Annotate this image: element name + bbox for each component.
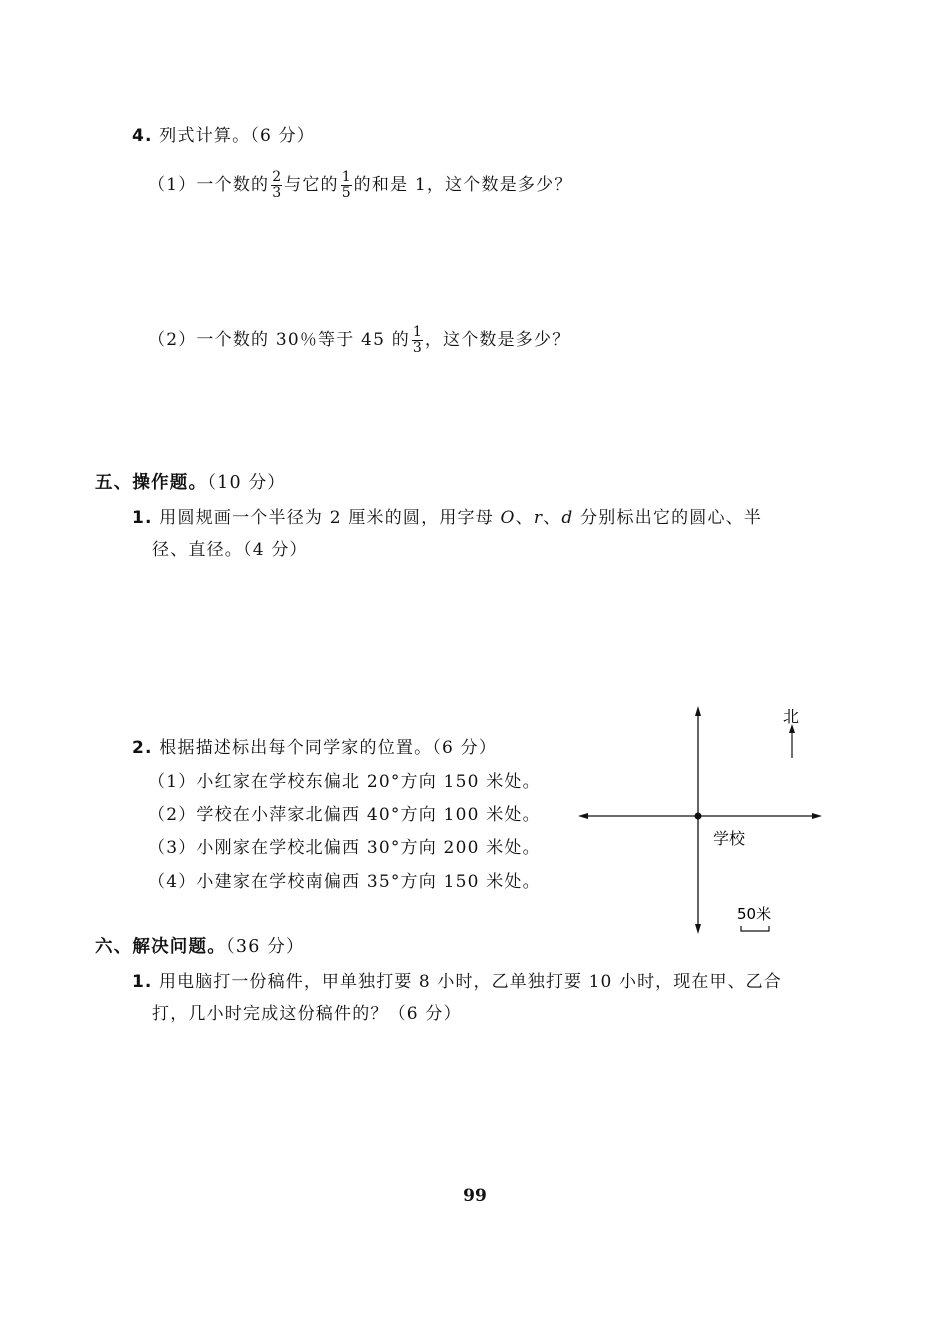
fraction-denominator: 5 [341,185,351,201]
axis-arrow-left [578,813,588,819]
north-label: 北 [782,707,800,726]
q4-title: 列式计算。（6 分） [159,126,316,146]
s5-q2-item-1: （1）小红家在学校东偏北 20°方向 150 米处。 [148,772,541,792]
s5-q2-item-4: （4）小建家在学校南偏西 35°方向 150 米处。 [148,872,541,892]
s5-q2-number: 2. [132,738,153,758]
fraction-one-fifth [341,170,352,201]
separator: 、 [543,508,562,528]
fraction-one-third [412,325,423,356]
compass-diagram [570,700,830,940]
s5-q2-title: 根据描述标出每个同学家的位置。（6 分） [159,738,498,758]
q4-part2 [148,325,570,356]
school-point [695,813,702,820]
s5-q2-heading [132,736,497,760]
scale-label: 50米 [737,905,772,923]
fraction-denominator: 3 [272,185,282,201]
section6-heading [95,935,305,959]
school-label: 学校 [713,829,746,848]
s5-q2-item-3: （3）小刚家在学校北偏西 30°方向 200 米处。 [148,838,541,858]
scale-bar [741,926,769,931]
q4-part1-text-b: 与它的 [284,175,339,195]
s6-q1-line2: 打，几小时完成这份稿件的？（6 分） [152,1004,462,1024]
var-d: d [561,508,574,528]
s5-q1-text-a: 用圆规画一个半径为 2 厘米的圆，用字母 [159,508,501,528]
axis-arrow-right [812,813,822,819]
q4-part1-text-a: （1）一个数的 [148,175,270,195]
q4-heading [132,124,315,148]
s5-q1-text-b: 分别标出它的圆心、半 [573,508,763,528]
separator: 、 [515,508,534,528]
section5-title: 五、操作题。 [95,473,208,493]
q4-part2-text-a: （2）一个数的 30％等于 45 的 [148,330,410,350]
var-o: O [500,508,516,528]
s6-q1-number: 1. [132,972,153,992]
fraction-denominator: 3 [412,340,422,356]
section6-points: （36 分） [225,937,305,957]
s5-q2-item-2: （2）学校在小萍家北偏西 40°方向 100 米处。 [148,805,541,825]
s6-q1-line1 [132,970,782,994]
fraction-numerator: 1 [341,169,351,185]
s5-q1-line1 [132,506,762,530]
q4-part1-text-c: 的和是 1，这个数是多少？ [353,175,573,195]
section6-title: 六、解决问题。 [95,937,226,957]
q4-part2-text-b: ，这个数是多少？ [424,330,571,350]
s6-q1-text: 用电脑打一份稿件，甲单独打要 8 小时，乙单独打要 10 小时，现在甲、乙合 [159,972,782,992]
fraction-numerator: 2 [272,169,282,185]
fraction-numerator: 1 [412,324,422,340]
var-r: r [533,508,544,528]
section5-heading [95,471,286,495]
s5-q1-number: 1. [132,508,153,528]
section5-points: （10 分） [207,473,286,493]
q4-number: 4. [132,126,153,146]
fraction-two-thirds [271,170,282,201]
s5-q1-line2: 径、直径。（4 分） [152,540,308,560]
q4-part1 [148,170,573,201]
axis-arrow-down [695,924,701,934]
axis-arrow-up [695,706,701,716]
page-number: 99 [463,1186,487,1206]
